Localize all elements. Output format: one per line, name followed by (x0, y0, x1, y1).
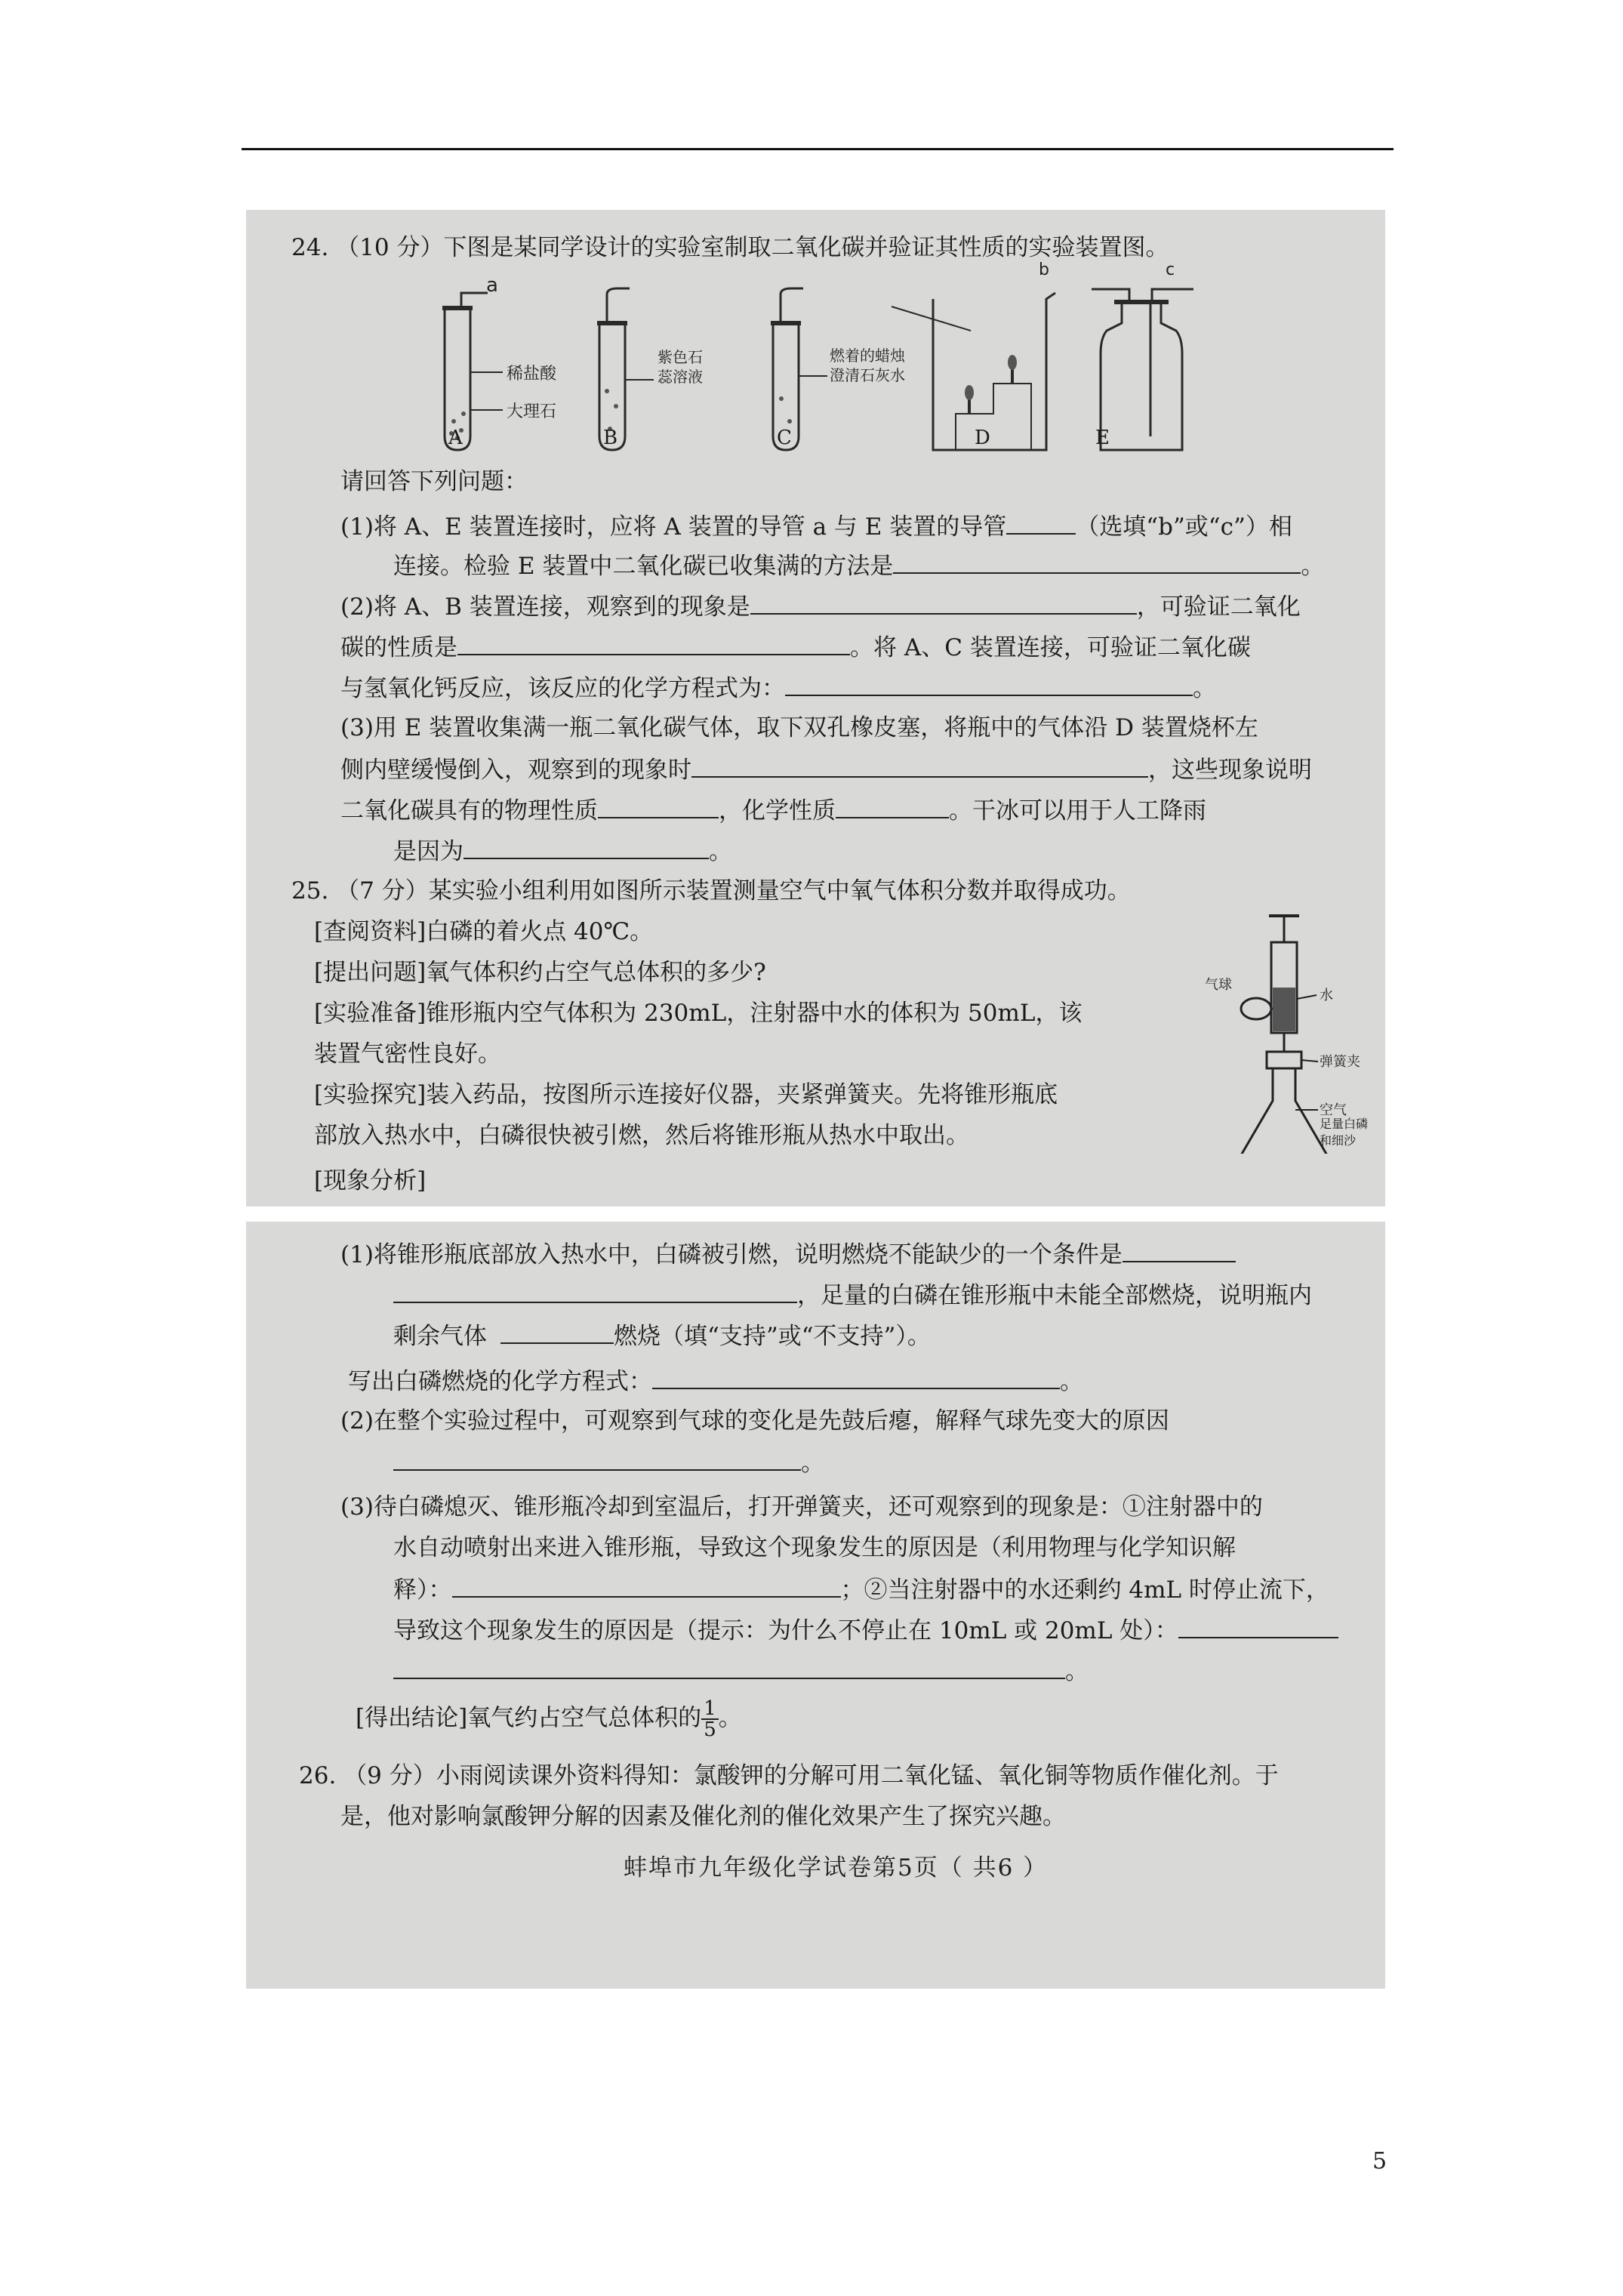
answer-blank[interactable] (463, 835, 709, 859)
q24-part1-line2: 连接。检验 E 装置中二氧化碳已收集满的方法是 。 (393, 550, 1324, 581)
answer-blank[interactable] (836, 794, 949, 818)
q24-part1-line1: (1)将 A、E 装置连接时，应将 A 装置的导管 a 与 E 装置的导管 （选填“b”或“c”）相 (340, 510, 1292, 542)
answer-blank[interactable] (1123, 1238, 1236, 1262)
answer-blank[interactable] (1178, 1614, 1338, 1638)
label-litmus-2: 蕊溶液 (658, 368, 703, 386)
answer-blank[interactable] (457, 631, 850, 655)
label-B: B (603, 427, 618, 449)
answer-blank[interactable] (785, 672, 1193, 696)
q25-a3-line3: 释）： ；②当注射器中的水还剩约 4mL 时停止流下， (393, 1573, 1329, 1605)
label-a: a (486, 274, 498, 297)
q24-part2-line3: 与氢氧化钙反应，该反应的化学方程式为： 。 (340, 672, 1216, 704)
q25-a3-line2: 水自动喷射出来进入锥形瓶，导致这个现象发生的原因是（利用物理与化学知识解 (393, 1534, 1236, 1561)
page-number: 5 (1372, 2148, 1387, 2174)
q24-part3-line2: 侧内壁缓慢倒入，观察到的现象时 ，这些现象说明 (340, 754, 1312, 785)
top-rule (242, 148, 1394, 150)
exam-footer: 蚌埠市九年级化学试卷第5页（ 共6 ） (624, 1854, 1049, 1881)
label-phosphorus-1: 足量白磷 (1320, 1117, 1369, 1131)
label-b: b (1039, 260, 1049, 279)
q25-a1-line3: 剩余气体 燃烧（填“支持”或“不支持”）。 (393, 1320, 931, 1351)
q25-a3-line4: 导致这个现象发生的原因是（提示：为什么不停止在 10mL 或 20mL 处）： (393, 1614, 1338, 1646)
label-candle: 燃着的蜡烛 (830, 347, 905, 365)
answer-blank[interactable] (393, 1279, 797, 1303)
label-balloon: 气球 (1205, 977, 1232, 993)
q26-line2: 是，他对影响氯酸钾分解的因素及催化剂的催化效果产生了探究兴趣。 (340, 1803, 1066, 1830)
q26-line1: 26. （9 分）小雨阅读课外资料得知：氯酸钾的分解可用二氧化锰、氧化铜等物质作催化剂。于 (299, 1762, 1279, 1789)
label-hcl: 稀盐酸 (507, 365, 557, 384)
label-water: 水 (1320, 988, 1333, 1003)
label-litmus-1: 紫色石 (658, 348, 703, 366)
q24-header: 24. （10 分）下图是某同学设计的实验室制取二氧化碳并验证其性质的实验装置图。 (291, 234, 1169, 261)
label-c: c (1166, 260, 1175, 279)
q25-explore-line2: 部放入热水中，白磷很快被引燃，然后将锥形瓶从热水中取出。 (314, 1122, 969, 1149)
q25-a1-line2: ，足量的白磷在锥形瓶中未能全部燃烧，说明瓶内 (393, 1279, 1312, 1311)
scan-panel-2 (246, 1222, 1385, 1989)
answer-blank[interactable] (893, 550, 1301, 574)
q24-part2-line1: (2)将 A、B 装置连接，观察到的现象是 ，可验证二氧化 (340, 590, 1301, 622)
label-D: D (975, 427, 990, 449)
answer-blank[interactable] (598, 794, 719, 818)
fraction-one-fifth: $\frac{1}{5}$ (701, 1699, 719, 1740)
q25-a2-line1: (2)在整个实验过程中，可观察到气球的变化是先鼓后瘪，解释气球先变大的原因 (340, 1407, 1169, 1435)
q25-conclusion: [得出结论]氧气约占空气总体积的 $\frac{1}{5}$ 。 (356, 1697, 742, 1741)
label-E: E (1095, 427, 1110, 449)
scan-panel-1 (246, 210, 1385, 1207)
q24-part2-line2: 碳的性质是 。将 A、C 装置连接，可验证二氧化碳 (340, 631, 1251, 663)
q25-analysis-heading: [现象分析] (314, 1167, 427, 1194)
answer-blank[interactable] (393, 1655, 1065, 1679)
q24-part3-line3: 二氧化碳具有的物理性质 ，化学性质 。干冰可以用于人工降雨 (340, 794, 1206, 826)
label-clamp: 弹簧夹 (1320, 1054, 1360, 1070)
q25-equation-line: 写出白磷燃烧的化学方程式： 。 (348, 1365, 1083, 1397)
q25-header: 25. （7 分）某实验小组利用如图所示装置测量空气中氧气体积分数并取得成功。 (291, 877, 1131, 905)
q25-explore-line1: [实验探究]装入药品，按图所示连接好仪器，夹紧弹簧夹。先将锥形瓶底 (314, 1081, 1058, 1108)
q25-info: [查阅资料]白磷的着火点 40℃。 (314, 918, 654, 945)
label-air: 空气 (1320, 1102, 1347, 1118)
q25-a3-line5: 。 (393, 1655, 1089, 1687)
label-A: A (448, 427, 463, 449)
q24-part3-line4: 是因为 。 (393, 835, 732, 867)
q24-prompt: 请回答下列问题： (340, 468, 528, 495)
label-limewater: 澄清石灰水 (830, 366, 905, 384)
q24-part3-line1: (3)用 E 装置收集满一瓶二氧化碳气体，取下双孔橡皮塞，将瓶中的气体沿 D 装置烧杯左 (340, 714, 1258, 741)
q24-apparatus-figure (246, 210, 1385, 459)
q25-a3-line1: (3)待白磷熄灭、锥形瓶冷却到室温后，打开弹簧夹，还可观察到的现象是：①注射器中的 (340, 1493, 1263, 1521)
answer-blank[interactable] (393, 1447, 801, 1471)
answer-blank[interactable] (500, 1320, 614, 1344)
answer-blank[interactable] (750, 590, 1137, 615)
q25-question: [提出问题]氧气体积约占空气总体积的多少? (314, 959, 766, 986)
answer-blank[interactable] (1006, 510, 1076, 535)
label-phosphorus-2: 和细沙 (1320, 1133, 1357, 1148)
q25-prep-line1: [实验准备]锥形瓶内空气体积为 230mL，注射器中水的体积为 50mL，该 (314, 1000, 1083, 1027)
answer-blank[interactable] (652, 1365, 1060, 1389)
q25-a2-line2: 。 (393, 1447, 824, 1478)
answer-blank[interactable] (452, 1573, 841, 1598)
q25-a1-line1: (1)将锥形瓶底部放入热水中，白磷被引燃，说明燃烧不能缺少的一个条件是 (340, 1238, 1236, 1270)
label-marble: 大理石 (507, 402, 557, 421)
answer-blank[interactable] (691, 754, 1148, 778)
q25-prep-line2: 装置气密性良好。 (314, 1040, 501, 1068)
label-C: C (777, 427, 792, 449)
